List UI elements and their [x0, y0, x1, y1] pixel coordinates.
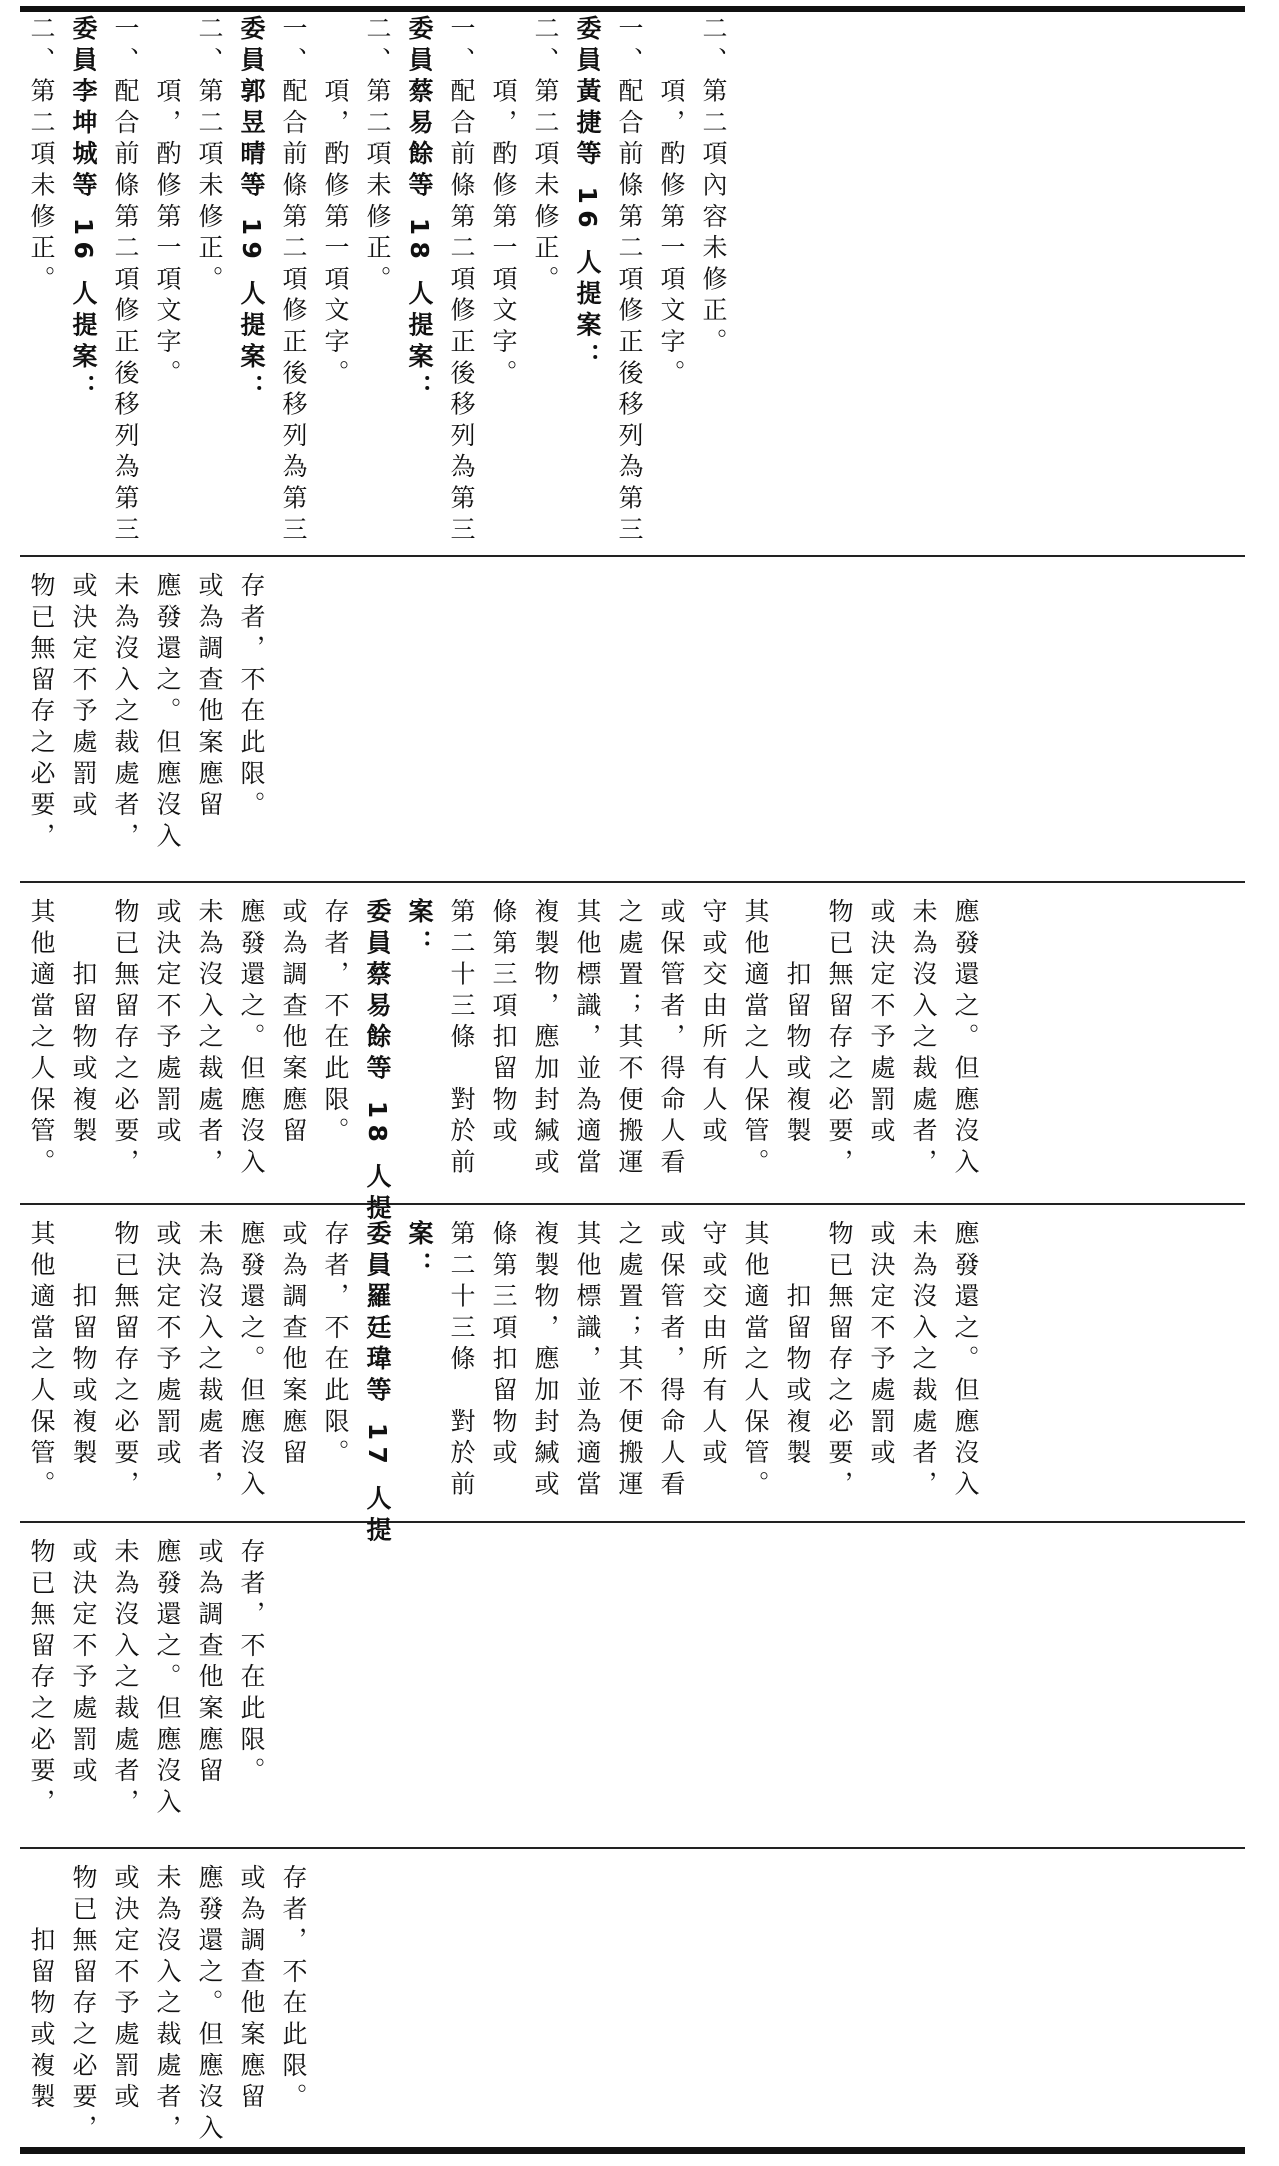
text-column: 應發還之。但應沒入 — [237, 1220, 266, 1502]
text-column: 複製物，應加封緘或 — [531, 1220, 560, 1502]
text-column: 其他適當之人保管。 — [27, 898, 56, 1180]
text-column: 或保管者，得命人看 — [657, 898, 686, 1180]
text-column: 一、配合前條第二項修正後移列為第三 — [447, 15, 476, 548]
text-column: 之處置；其不便搬運 — [615, 1220, 644, 1502]
text-column: 項，酌修第一項文字。 — [321, 15, 350, 391]
text-column: 或決定不予處罰或 — [69, 1538, 98, 1789]
text-column: 或決定不予處罰或 — [153, 1220, 182, 1471]
text-column: 物已無留存之必要， — [111, 898, 140, 1180]
text-columns — [20, 1864, 314, 2146]
text-column: 二、第二項未修正。 — [363, 15, 392, 297]
text-column: 應發還之。但應沒入 — [951, 898, 980, 1180]
text-column: 或決定不予處罰或 — [69, 572, 98, 823]
text-column: 條第三項扣留物或 — [489, 898, 518, 1149]
text-column: 未為沒入之裁處者， — [153, 1864, 182, 2146]
text-column: 未為沒入之裁處者， — [111, 572, 140, 854]
text-columns — [20, 572, 272, 854]
text-column: 二、第二項內容未修正。 — [699, 15, 728, 360]
text-column: 其他標識，並為適當 — [573, 1220, 602, 1502]
text-column: 項，酌修第一項文字。 — [489, 15, 518, 391]
proposer-heading: 委員羅廷瑋等 17 人提 — [363, 1220, 392, 1548]
bottom-rule — [20, 2147, 1245, 2154]
text-column: 應發還之。但應沒入 — [951, 1220, 980, 1502]
text-column: 未為沒入之裁處者， — [111, 1538, 140, 1820]
text-column: 物已無留存之必要， — [27, 572, 56, 854]
text-column: 應發還之。但應沒入 — [195, 1864, 224, 2146]
proposer-heading: 案： — [405, 1220, 434, 1283]
text-column: 其他適當之人保管。 — [741, 1220, 770, 1502]
text-column: 存者，不在此限。 — [237, 572, 266, 823]
text-column: 或為調查他案應留 — [279, 1220, 308, 1471]
text-column: 未為沒入之裁處者， — [909, 898, 938, 1180]
top-rule — [20, 6, 1245, 12]
proposer-heading: 委員郭昱晴等 19 人提案： — [237, 15, 266, 406]
section-divider — [20, 1847, 1245, 1849]
text-column: 應發還之。但應沒入 — [153, 1538, 182, 1820]
text-column: 其他適當之人保管。 — [27, 1220, 56, 1502]
text-column: 存者，不在此限。 — [237, 1538, 266, 1789]
text-column: 或保管者，得命人看 — [657, 1220, 686, 1502]
section-divider — [20, 555, 1245, 557]
text-column: 存者，不在此限。 — [279, 1864, 308, 2115]
text-column: 其他適當之人保管。 — [741, 898, 770, 1180]
text-column: 物已無留存之必要， — [69, 1864, 98, 2146]
text-column: 扣留物或複製 — [69, 1220, 98, 1471]
text-column: 第二十三條 對於前 — [447, 1220, 476, 1502]
text-column: 條第三項扣留物或 — [489, 1220, 518, 1471]
proposer-heading: 委員李坤城等 16 人提案： — [69, 15, 98, 406]
text-column: 項，酌修第一項文字。 — [657, 15, 686, 391]
text-column: 或為調查他案應留 — [195, 1538, 224, 1789]
proposer-heading: 案： — [405, 898, 434, 961]
text-column: 一、配合前條第二項修正後移列為第三 — [279, 15, 308, 548]
text-column: 扣留物或複製 — [783, 1220, 812, 1471]
text-column: 未為沒入之裁處者， — [195, 898, 224, 1180]
text-column: 存者，不在此限。 — [321, 1220, 350, 1471]
text-column: 守或交由所有人或 — [699, 1220, 728, 1471]
text-column: 物已無留存之必要， — [27, 1538, 56, 1820]
text-column: 守或交由所有人或 — [699, 898, 728, 1149]
text-column: 或為調查他案應留 — [237, 1864, 266, 2115]
proposer-heading: 委員黃捷等 16 人提案： — [573, 15, 602, 375]
text-columns — [20, 1220, 986, 1548]
text-column: 應發還之。但應沒入 — [153, 572, 182, 854]
text-column: 或決定不予處罰或 — [867, 898, 896, 1149]
proposer-heading: 委員蔡易餘等 18 人提 — [363, 898, 392, 1226]
text-column: 物已無留存之必要， — [111, 1220, 140, 1502]
text-column: 物已無留存之必要， — [825, 898, 854, 1180]
text-column: 未為沒入之裁處者， — [195, 1220, 224, 1502]
proposer-heading: 委員蔡易餘等 18 人提案： — [405, 15, 434, 406]
text-column: 應發還之。但應沒入 — [237, 898, 266, 1180]
text-column: 存者，不在此限。 — [321, 898, 350, 1149]
text-column: 之處置；其不便搬運 — [615, 898, 644, 1180]
text-column: 或決定不予處罰或 — [867, 1220, 896, 1471]
text-column: 或決定不予處罰或 — [153, 898, 182, 1149]
text-column: 其他標識，並為適當 — [573, 898, 602, 1180]
text-column: 或為調查他案應留 — [279, 898, 308, 1149]
text-column: 扣留物或複製 — [27, 1864, 56, 2115]
text-column: 二、第二項未修正。 — [531, 15, 560, 297]
text-column: 項，酌修第一項文字。 — [153, 15, 182, 391]
text-column: 扣留物或複製 — [69, 898, 98, 1149]
text-columns — [20, 898, 986, 1226]
text-column: 一、配合前條第二項修正後移列為第三 — [111, 15, 140, 548]
text-column: 第二十三條 對於前 — [447, 898, 476, 1180]
text-columns — [20, 15, 734, 547]
text-column: 或決定不予處罰或 — [111, 1864, 140, 2115]
text-column: 或為調查他案應留 — [195, 572, 224, 823]
text-column: 一、配合前條第二項修正後移列為第三 — [615, 15, 644, 548]
section-divider — [20, 881, 1245, 883]
text-columns — [20, 1538, 272, 1820]
text-column: 二、第二項未修正。 — [195, 15, 224, 297]
text-column: 扣留物或複製 — [783, 898, 812, 1149]
text-column: 二、第二項未修正。 — [27, 15, 56, 297]
text-column: 複製物，應加封緘或 — [531, 898, 560, 1180]
text-column: 未為沒入之裁處者， — [909, 1220, 938, 1502]
text-column: 物已無留存之必要， — [825, 1220, 854, 1502]
